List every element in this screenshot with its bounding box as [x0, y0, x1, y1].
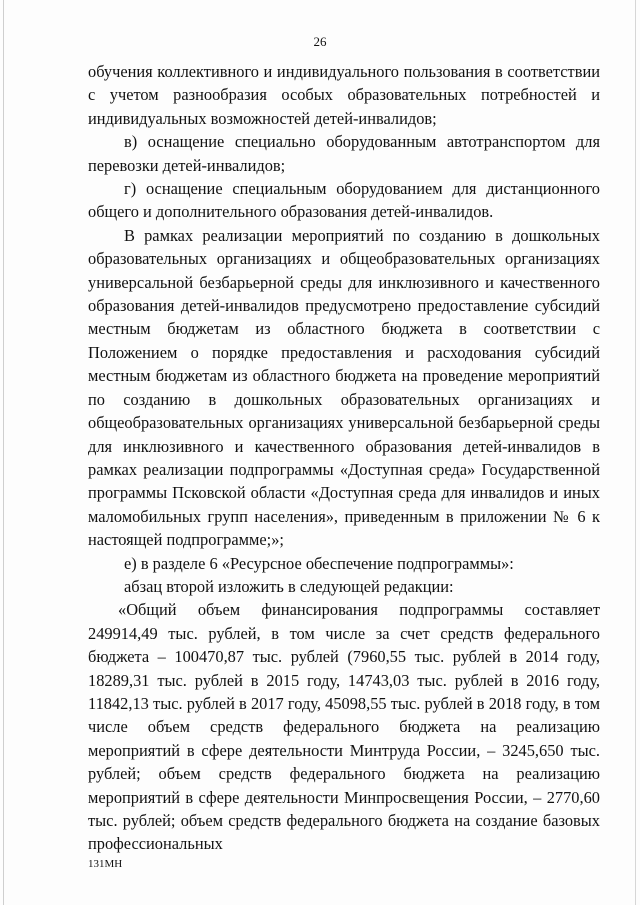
paragraph-abzac: абзац второй изложить в следующей редакции:	[124, 576, 454, 596]
scan-edge-right	[635, 0, 636, 905]
page-number: 26	[313, 34, 327, 49]
document-body	[88, 60, 600, 856]
paragraph-continuation: обучения коллективного и индивидуального пользования в соответствии с учетом разнообразия особых образовательных потребностей и индивидуальных возможностей детей-инвалидов;	[88, 62, 600, 128]
paragraph-item-v: в) оснащение специально оборудованным автотранспортом для перевозки детей-инвалидов;	[88, 132, 600, 175]
paragraph-financing: «Общий объем финансирования подпрограммы составляет 249914,49 тыс. рублей, в том числе за счет средств федерального бюджета – 100470,87 тыс. рублей (7960,55 тыс. рублей в 2014 году, 18289,31 тыс. рублей в 2015 году, 14743,03 тыс. рублей в 2016 году, 11842,13 тыс. рублей в 2017 году, 45098,55 тыс. рублей в 2018 году, в том числе объем средств федерального бюджета на реализацию мероприятий в сфере деятельности Минтруда России, – 3245,650 тыс. рублей; объем средств федерального бюджета на реализацию мероприятий в сфере деятельности Минпросвещения России, – 2770,60 тыс. рублей; объем средств федерального бюджета на создание базовых профессиональных	[88, 600, 600, 854]
paragraph-subsidies: В рамках реализации мероприятий по созданию в дошкольных образовательных организациях и общеобразовательных организациях универсальной безбарьерной среды для инклюзивного и качественного образования детей-инвалидов предусмотрено предоставление субсидий местным бюджетам из областного бюджета в соответствии с Положением о порядке предоставления и расходования субсидий местным бюджетам из областного бюджета на проведение мероприятий по созданию в дошкольных образовательных организациях и общеобразовательных организациях универсальной безбарьерной среды для инклюзивного и качественного образования детей-инвалидов в рамках реализации подпрограммы «Доступная среда» Государственной программы Псковской области «Доступная среда для инвалидов и иных маломобильных групп населения», приведенным в приложении № 6 к настоящей подпрограмме;»;	[88, 225, 600, 550]
footer-document-code: 131МН	[88, 858, 123, 870]
paragraph-item-e: е) в разделе 6 «Ресурсное обеспечение подпрограммы»:	[124, 553, 514, 573]
paragraph-item-g: г) оснащение специальным оборудованием для дистанционного общего и дополнительного образования детей-инвалидов.	[88, 179, 600, 222]
scan-edge-left	[3, 0, 4, 905]
